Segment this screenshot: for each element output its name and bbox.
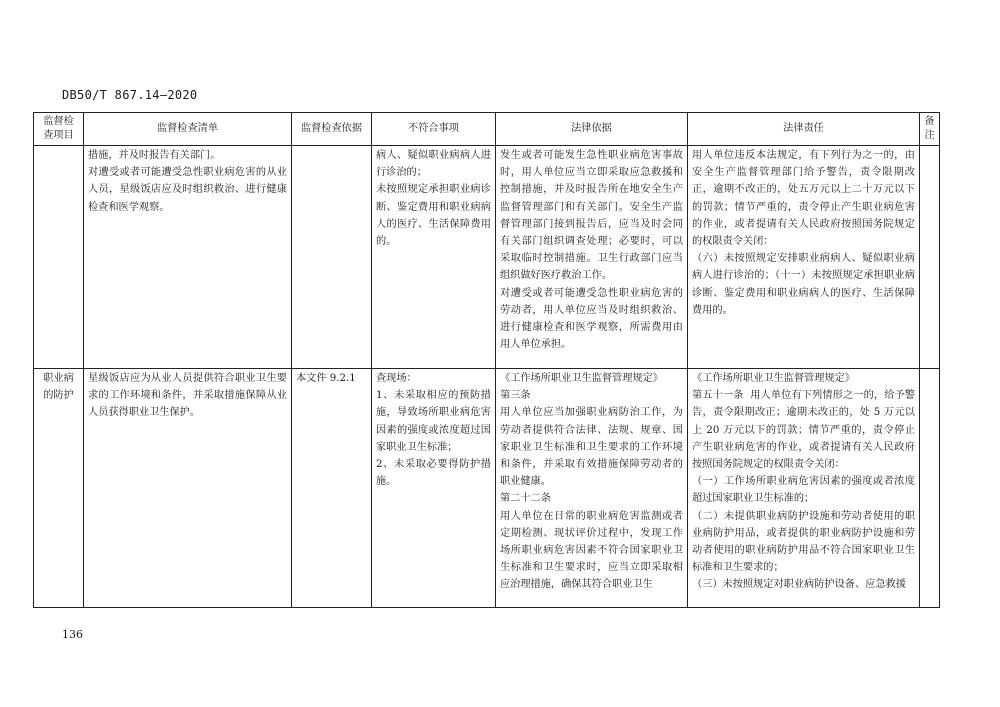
cell-liability: 《工作场所职业卫生监督管理规定》 第五十一条 用人单位有下列情形之一的，给予警告，责令限期改正；逾期未改正的，处 5 万元以上 20 万元以下的罚款；情节严重的，责令停止产生职业病危害的作业，或者提请有关人民政府按照国务院规定的权限责令关闭： （一）工作场所职业病危害因素的强度或者浓度超过国家职业卫生标准的； （二）未提供职业病防护设施和劳动者使用的职业病防护用品，或者提供的职业病防护设施和劳动者使用的职业病防护用品不符合国家职业卫生标准和卫生要求的； （三）未按照规定对职业病防护设备、应急救援	[688, 369, 920, 608]
col-header-legal-basis: 法律依据	[496, 113, 688, 146]
table-row	[34, 146, 940, 369]
standard-code: DB50/T 867.14—2020	[62, 88, 198, 102]
cell-checklist: 措施，并及时报告有关部门。 对遭受或者可能遭受急性职业病危害的从业人员，星级饭店应及时组织救治、进行健康检查和医学观察。	[84, 146, 292, 369]
cell-legal-basis: 《工作场所职业卫生监督管理规定》 第三条 用人单位应当加强职业病防治工作，为劳动者提供符合法律、法规、规章、国家职业卫生标准和卫生要求的工作环境和条件，并采取有效措施保障劳动者的职业健康。 第二十二条 用人单位在日常的职业病危害监测或者定期检测、现状评价过程中，发现工作场所职业病危害因素不符合国家职业卫生标准和卫生要求时，应当立即采取相应治理措施，确保其符合职业卫生	[496, 369, 688, 608]
col-header-remark: 备 注	[920, 113, 940, 146]
cell-nonconformity: 查现场： 1、未采取相应的预防措施，导致场所职业病危害因素的强度或浓度超过国家职业卫生标准； 2、未采取必要得防护措施。	[372, 369, 496, 608]
cell-item	[34, 146, 84, 369]
cell-remark	[920, 146, 940, 369]
table-row	[34, 369, 940, 608]
cell-item: 职业病 的防护	[34, 369, 84, 608]
col-header-basis: 监督检查依据	[292, 113, 372, 146]
cell-basis: 本文件 9.2.1	[292, 369, 372, 608]
cell-basis	[292, 146, 372, 369]
inspection-table	[33, 112, 940, 608]
cell-legal-basis: 发生或者可能发生急性职业病危害事故时，用人单位应当立即采取应急救援和控制措施，并及时报告所在地安全生产监督管理部门和有关部门。安全生产监督管理部门接到报告后，应当及时会同有关部门组织调查处理；必要时，可以采取临时控制措施。卫生行政部门应当组织做好医疗救治工作。 对遭受或者可能遭受急性职业病危害的劳动者，用人单位应当及时组织救治、进行健康检查和医学观察，所需费用由用人单位承担。	[496, 146, 688, 369]
page-number: 136	[62, 628, 83, 641]
header-row	[34, 113, 940, 146]
col-header-item: 监督检 查项目	[34, 113, 84, 146]
col-header-nonconformity: 不符合事项	[372, 113, 496, 146]
cell-checklist: 星级饭店应为从业人员提供符合职业卫生要求的工作环境和条件，并采取措施保障从业人员获得职业卫生保护。	[84, 369, 292, 608]
cell-nonconformity: 病人、疑似职业病病人进行诊治的； 未按照规定承担职业病诊断、鉴定费用和职业病病人的医疗、生活保障费用的。	[372, 146, 496, 369]
col-header-liability: 法律责任	[688, 113, 920, 146]
col-header-checklist: 监督检查清单	[84, 113, 292, 146]
cell-liability: 用人单位违反本法规定，有下列行为之一的，由安全生产监督管理部门给予警告，责令限期改正，逾期不改正的，处五万元以上二十万元以下的罚款；情节严重的，责令停止产生职业病危害的作业，或者提请有关人民政府按照国务院规定的权限责令关闭： （六）未按照规定安排职业病病人、疑似职业病病人进行诊治的；（十一）未按照规定承担职业病诊断、鉴定费用和职业病病人的医疗、生活保障费用的。	[688, 146, 920, 369]
cell-remark	[920, 369, 940, 608]
